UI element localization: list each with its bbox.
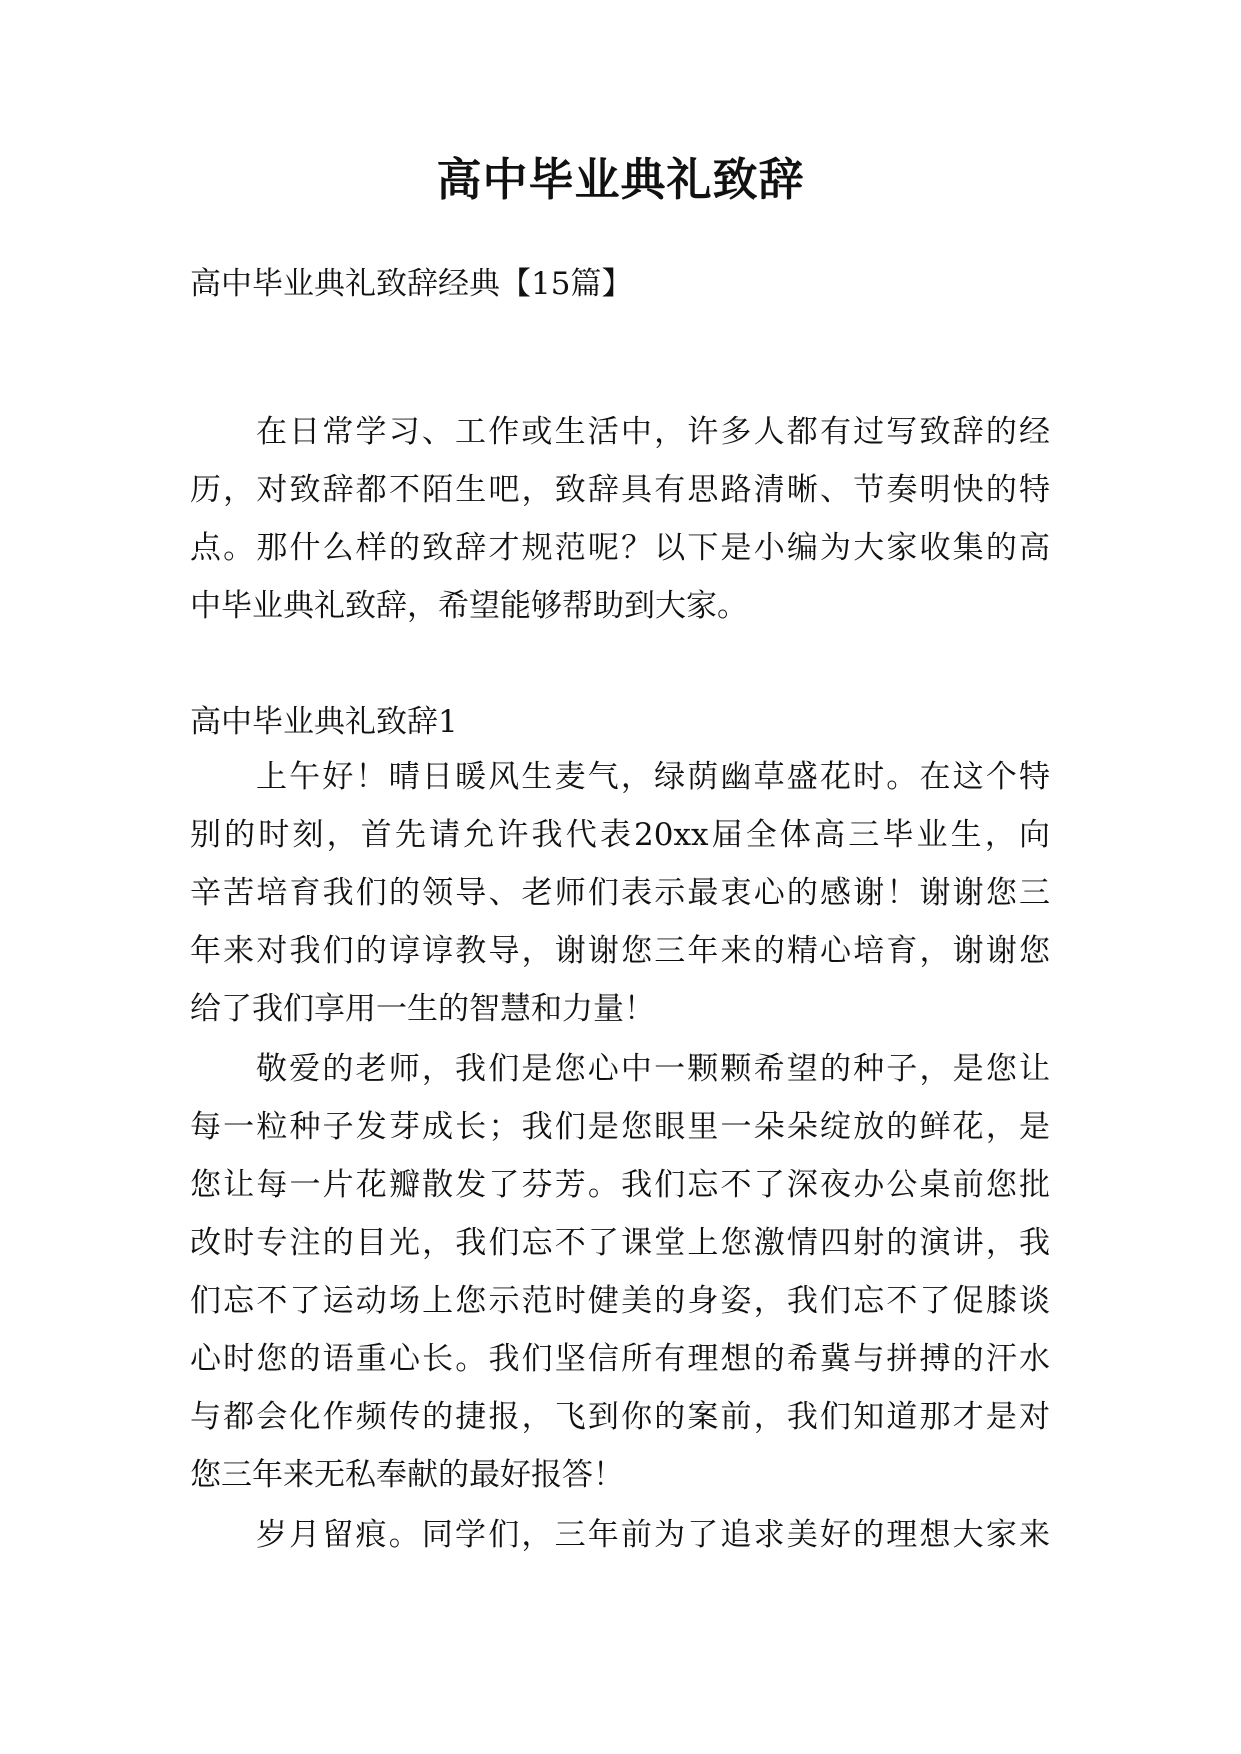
- text-line: 辛苦培育我们的领导、老师们表示最衷心的感谢！谢谢您三: [190, 875, 1050, 911]
- speech-paragraph-2: [190, 1040, 1050, 1504]
- document-title: 高中毕业典礼致辞: [436, 153, 805, 206]
- speech-paragraph-3: [190, 1506, 1050, 1564]
- text-line: 点。那什么样的致辞才规范呢？以下是小编为大家收集的高: [190, 530, 1050, 566]
- text-line: 中毕业典礼致辞，希望能够帮助到大家。: [190, 588, 748, 624]
- text-line: 心时您的语重心长。我们坚信所有理想的希冀与拼搏的汗水: [190, 1341, 1050, 1377]
- document-subtitle: 高中毕业典礼致辞经典【15篇】: [190, 266, 633, 302]
- text-line: 岁月留痕。同学们，三年前为了追求美好的理想大家来: [256, 1517, 1050, 1553]
- text-line: 改时专注的目光，我们忘不了课堂上您激情四射的演讲，我: [190, 1225, 1050, 1261]
- text-line: 别的时刻，首先请允许我代表20xx届全体高三毕业生，向: [190, 817, 1050, 853]
- text-line: 历，对致辞都不陌生吧，致辞具有思路清晰、节奏明快的特: [190, 472, 1050, 508]
- text-line: 们忘不了运动场上您示范时健美的身姿，我们忘不了促膝谈: [190, 1283, 1050, 1319]
- section-heading: 高中毕业典礼致辞1: [190, 704, 458, 740]
- text-line: 与都会化作频传的捷报，飞到你的案前，我们知道那才是对: [190, 1399, 1050, 1435]
- intro-paragraph: [190, 403, 1050, 635]
- text-line: 年来对我们的谆谆教导，谢谢您三年来的精心培育，谢谢您: [190, 933, 1050, 969]
- text-line: 上午好！晴日暖风生麦气，绿荫幽草盛花时。在这个特: [256, 759, 1050, 795]
- text-line: 每一粒种子发芽成长；我们是您眼里一朵朵绽放的鲜花，是: [190, 1109, 1050, 1145]
- speech-paragraph-1: [190, 748, 1050, 1038]
- text-line: 敬爱的老师，我们是您心中一颗颗希望的种子，是您让: [256, 1051, 1050, 1087]
- text-line: 给了我们享用一生的智慧和力量！: [190, 991, 655, 1027]
- text-line: 在日常学习、工作或生活中，许多人都有过写致辞的经: [256, 414, 1050, 450]
- text-line: 您让每一片花瓣散发了芬芳。我们忘不了深夜办公桌前您批: [190, 1167, 1050, 1203]
- text-line: 您三年来无私奉献的最好报答！: [190, 1457, 624, 1493]
